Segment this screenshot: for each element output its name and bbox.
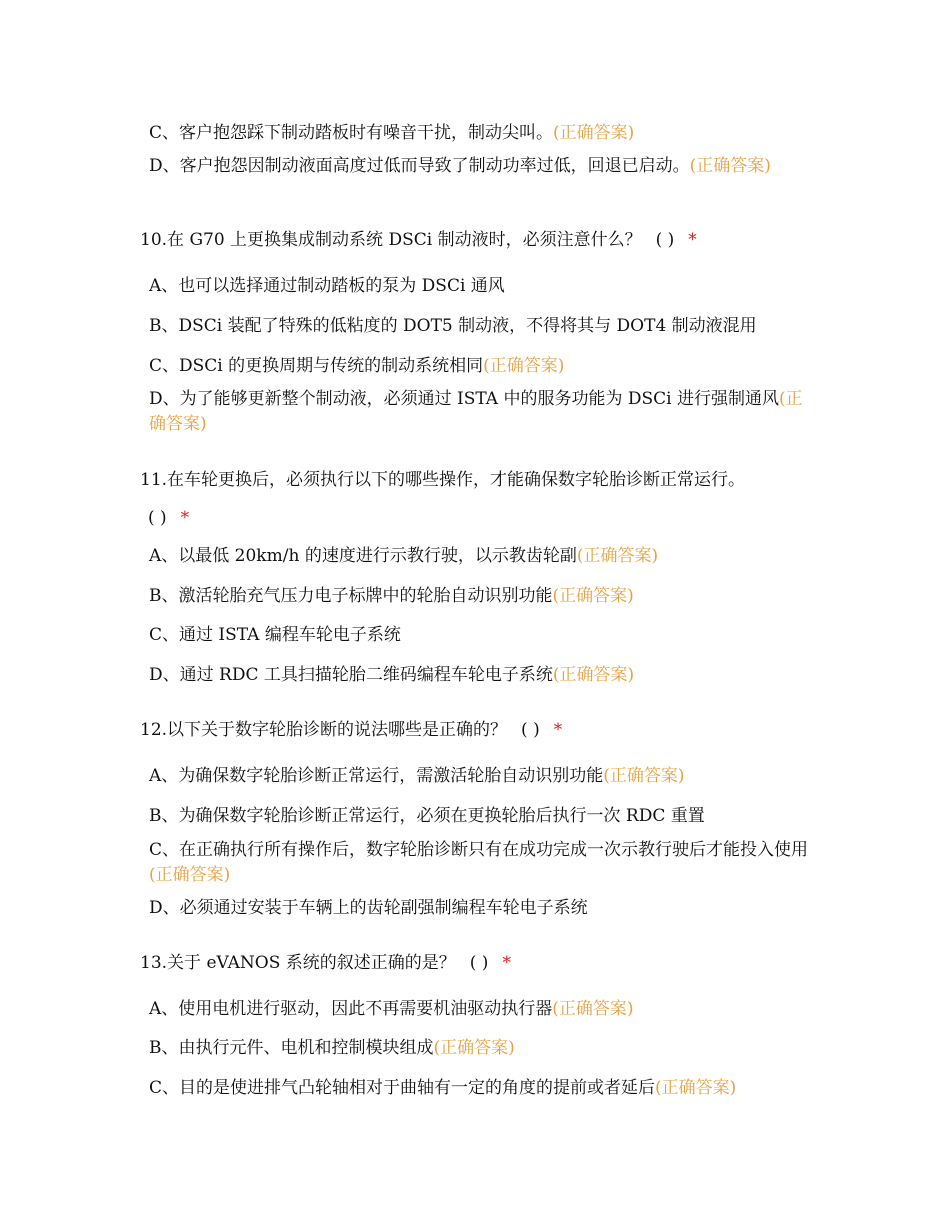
correct-answer-tag: (正确答案) [149, 865, 231, 885]
question-text: 12.以下关于数字轮胎诊断的说法哪些是正确的？ [140, 720, 508, 740]
option-text: D、为了能够更新整个制动液，必须通过 ISTA 中的服务功能为 DSCi 进行强制通风 [149, 389, 780, 409]
option-text: A、使用电机进行驱动，因此不再需要机油驱动执行器 [149, 999, 553, 1019]
correct-answer-tag: (正确答案) [483, 356, 565, 376]
correct-answer-tag: (正确答案) [433, 1038, 515, 1058]
q11-option-c[interactable] [149, 623, 809, 648]
q12-option-b[interactable] [149, 804, 809, 829]
required-star: * [553, 720, 563, 740]
option-text: B、为确保数字轮胎诊断正常运行，必须在更换轮胎后执行一次 RDC 重置 [149, 806, 705, 826]
question-13-title [140, 951, 810, 976]
option-text: C、在正确执行所有操作后，数字轮胎诊断只有在成功完成一次示教行驶后才能投入使用 [149, 840, 809, 860]
answer-blank: ( ) [521, 720, 540, 740]
q12-option-a[interactable] [149, 764, 809, 789]
q10-option-d[interactable] [149, 387, 809, 437]
option-text: C、目的是使进排气凸轮轴相对于曲轴有一定的角度的提前或者延后 [149, 1078, 656, 1098]
option-text: A、以最低 20km/h 的速度进行示教行驶，以示教齿轮副 [149, 546, 577, 566]
question-12-title [140, 718, 810, 743]
q12-option-c[interactable] [149, 838, 809, 888]
required-star: * [688, 230, 697, 250]
q11-option-a[interactable] [149, 544, 809, 569]
option-text: C、DSCi 的更换周期与传统的制动系统相同 [149, 356, 484, 376]
correct-answer-tag: (正确答案) [576, 546, 659, 566]
option-text: D、通过 RDC 工具扫描轮胎二维码编程车轮电子系统 [149, 665, 553, 685]
correct-answer-tag: (正确答案) [603, 766, 685, 786]
q13-option-c[interactable] [149, 1076, 809, 1101]
q11-option-b[interactable] [149, 584, 809, 609]
option-text: D、必须通过安装于车辆上的齿轮副强制编程车轮电子系统 [149, 898, 588, 918]
q11-option-d[interactable] [149, 663, 809, 688]
q9-option-c[interactable] [149, 121, 809, 146]
option-text: A、为确保数字轮胎诊断正常运行，需激活轮胎自动识别功能 [149, 766, 604, 786]
q10-option-a[interactable] [149, 274, 809, 299]
question-10-title [140, 228, 810, 253]
option-text: B、DSCi 装配了特殊的低粘度的 DOT5 制动液，不得将其与 DOT4 制动液混用 [149, 316, 757, 336]
required-star: * [180, 508, 190, 528]
answer-blank: ( ) [148, 508, 167, 528]
option-text: A、也可以选择通过制动踏板的泵为 DSCi 通风 [149, 276, 505, 296]
q10-option-c[interactable] [149, 354, 809, 379]
q10-option-b[interactable] [149, 314, 809, 339]
q13-option-a[interactable] [149, 997, 809, 1022]
q13-option-b[interactable] [149, 1036, 809, 1061]
answer-blank: ( ) [655, 230, 675, 250]
option-text: C、通过 ISTA 编程车轮电子系统 [149, 625, 401, 645]
option-text: B、激活轮胎充气压力电子标牌中的轮胎自动识别功能 [149, 586, 553, 606]
option-text: B、由执行元件、电机和控制模块组成 [149, 1038, 434, 1058]
q9-option-d[interactable] [149, 154, 809, 179]
correct-answer-tag: (正确答案) [689, 156, 771, 176]
question-11-title [140, 461, 810, 537]
option-text: C、客户抱怨踩下制动踏板时有噪音干扰，制动尖叫。 [149, 123, 554, 143]
q12-option-d[interactable] [149, 896, 809, 921]
correct-answer-tag: (正确答案) [552, 586, 634, 606]
option-text: D、客户抱怨因制动液面高度过低而导致了制动功率过低，回退已启动。 [149, 156, 690, 176]
correct-answer-tag: (正确答案) [553, 123, 635, 143]
answer-blank: ( ) [469, 953, 489, 973]
correct-answer-tag: (正确答案) [655, 1078, 737, 1098]
correct-answer-tag: (正确答案) [552, 999, 634, 1019]
question-text: 13.关于 eVANOS 系统的叙述正确的是？ [140, 953, 456, 973]
question-text: 10.在 G70 上更换集成制动系统 DSCi 制动液时，必须注意什么？ [140, 230, 642, 250]
correct-answer-tag: (正确答案) [149, 389, 803, 434]
question-text: 11.在车轮更换后，必须执行以下的哪些操作，才能确保数字轮胎诊断正常运行。 [140, 470, 746, 490]
correct-answer-tag: (正确答案) [552, 665, 635, 685]
required-star: * [502, 953, 511, 973]
